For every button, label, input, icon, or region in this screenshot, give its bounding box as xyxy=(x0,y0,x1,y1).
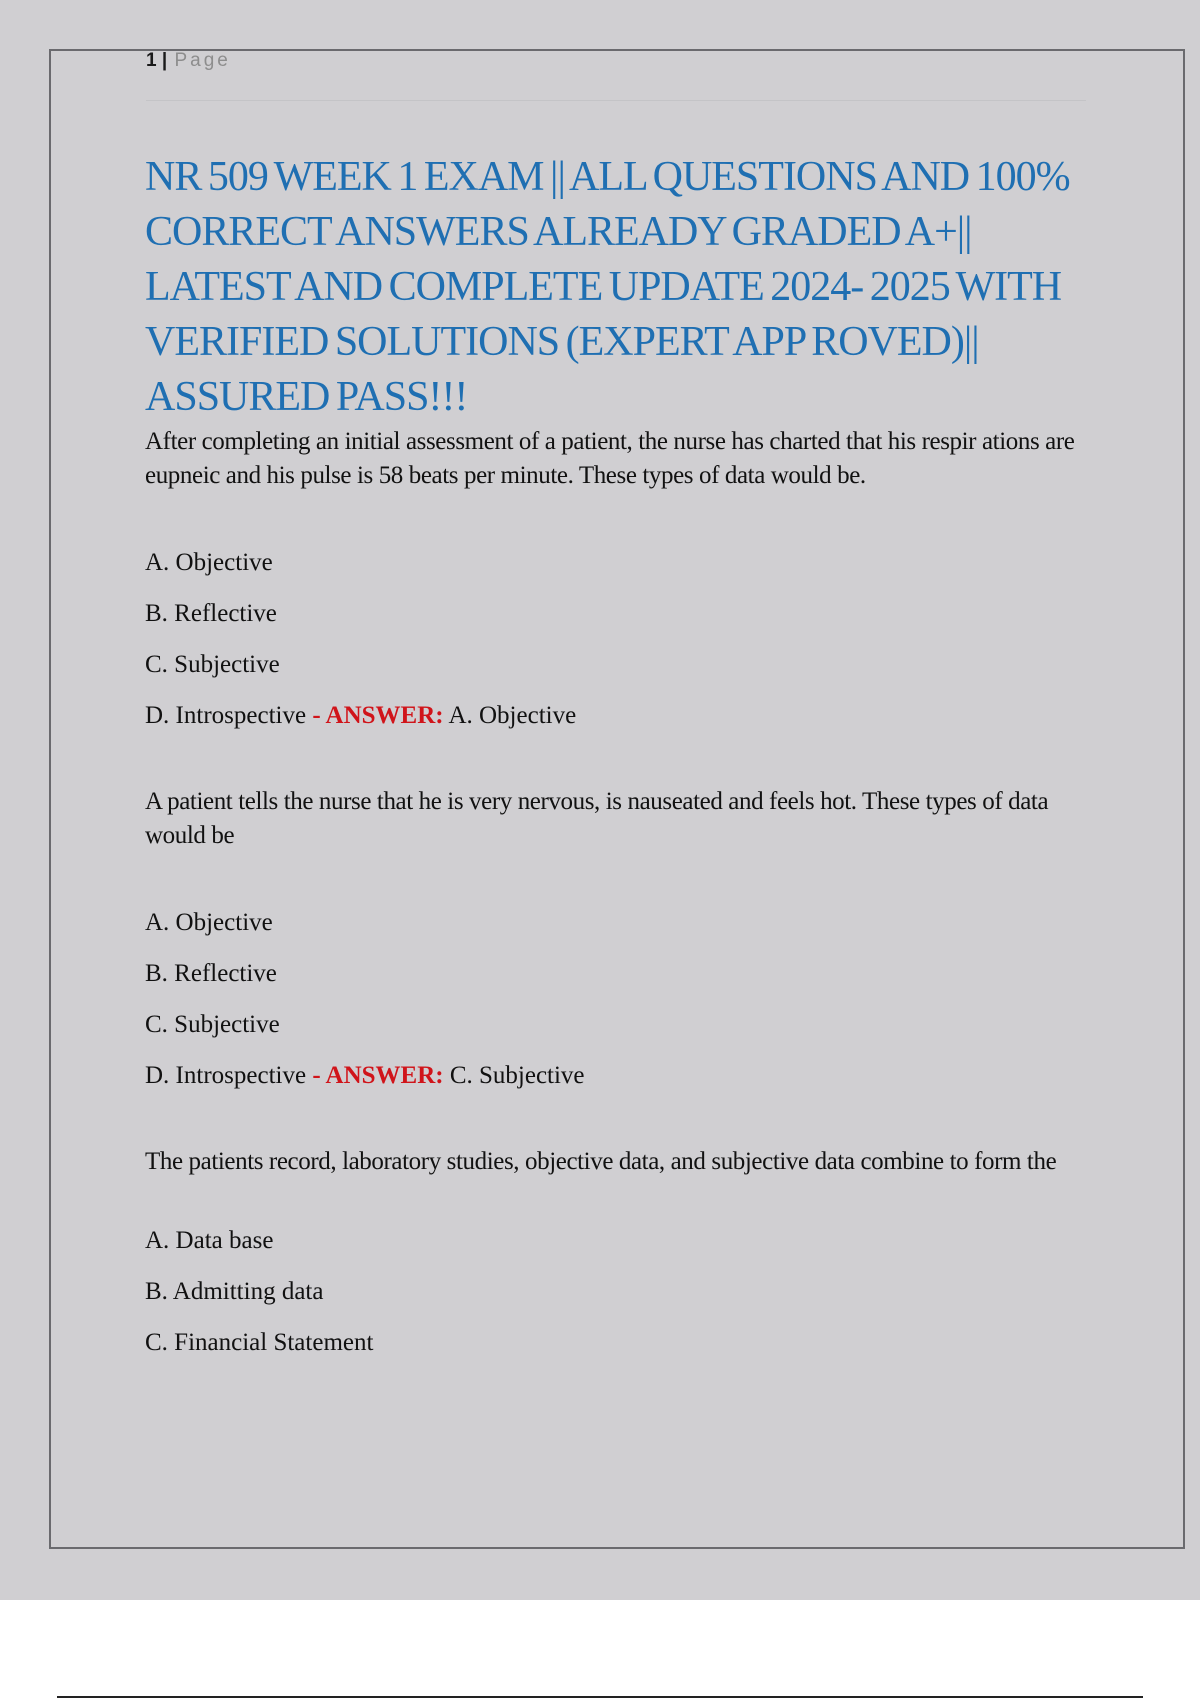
header-divider xyxy=(146,100,1086,101)
question-2-options xyxy=(145,897,1095,1101)
option-item: B. Reflective xyxy=(145,600,277,627)
spacer xyxy=(145,493,1095,537)
question-3-text: The patients record, laboratory studies, objective data, and subjective data combine to form the xyxy=(145,1148,1057,1175)
footer-divider xyxy=(57,1696,1143,1698)
spacer xyxy=(145,1101,1095,1145)
spacer xyxy=(145,741,1095,785)
answer-label: - ANSWER: xyxy=(312,702,444,729)
document-content xyxy=(145,150,1095,1368)
option-item: A. Objective xyxy=(145,549,273,576)
page-label: Page xyxy=(174,50,231,71)
option-item: A. Objective xyxy=(145,909,273,936)
document-title: NR 509 WEEK 1 EXAM || ALL QUESTIONS AND 100% CORRECT ANSWERS ALREADY GRADED A+|| LATEST AND COMPLETE UPDATE 2024- 2025 WITH VERIFIED SOLUTIONS (EXPERT APP ROVED)|| ASSURED PASS!!! xyxy=(145,154,1070,420)
answer-value: A. Objective xyxy=(448,702,577,729)
option-item: A. Data base xyxy=(145,1227,274,1254)
option-item-with-answer: D. Introspective - ANSWER: A. Objective xyxy=(145,702,577,729)
option-item-with-answer: D. Introspective - ANSWER: C. Subjective xyxy=(145,1062,585,1089)
page-header xyxy=(146,50,231,72)
question-2-text: A patient tells the nurse that he is very nervous, is nauseated and feels hot. These types of data would be xyxy=(145,788,1049,849)
question-3-options xyxy=(145,1215,1095,1368)
question-1-text: After completing an initial assessment of a patient, the nurse has charted that his respir ations are eupneic and his pulse is 58 beats per minute. These types of data would be. xyxy=(145,428,1075,489)
option-item: C. Subjective xyxy=(145,1011,280,1038)
option-item: C. Financial Statement xyxy=(145,1329,374,1356)
question-1-options xyxy=(145,537,1095,741)
spacer xyxy=(145,853,1095,897)
option-item: B. Reflective xyxy=(145,960,277,987)
page-number: 1 xyxy=(146,50,157,71)
spacer xyxy=(145,1179,1095,1215)
answer-value: C. Subjective xyxy=(449,1062,585,1089)
answer-label: - ANSWER: xyxy=(312,1062,444,1089)
option-item: B. Admitting data xyxy=(145,1278,324,1305)
page-separator: | xyxy=(161,50,168,71)
option-item: C. Subjective xyxy=(145,651,280,678)
